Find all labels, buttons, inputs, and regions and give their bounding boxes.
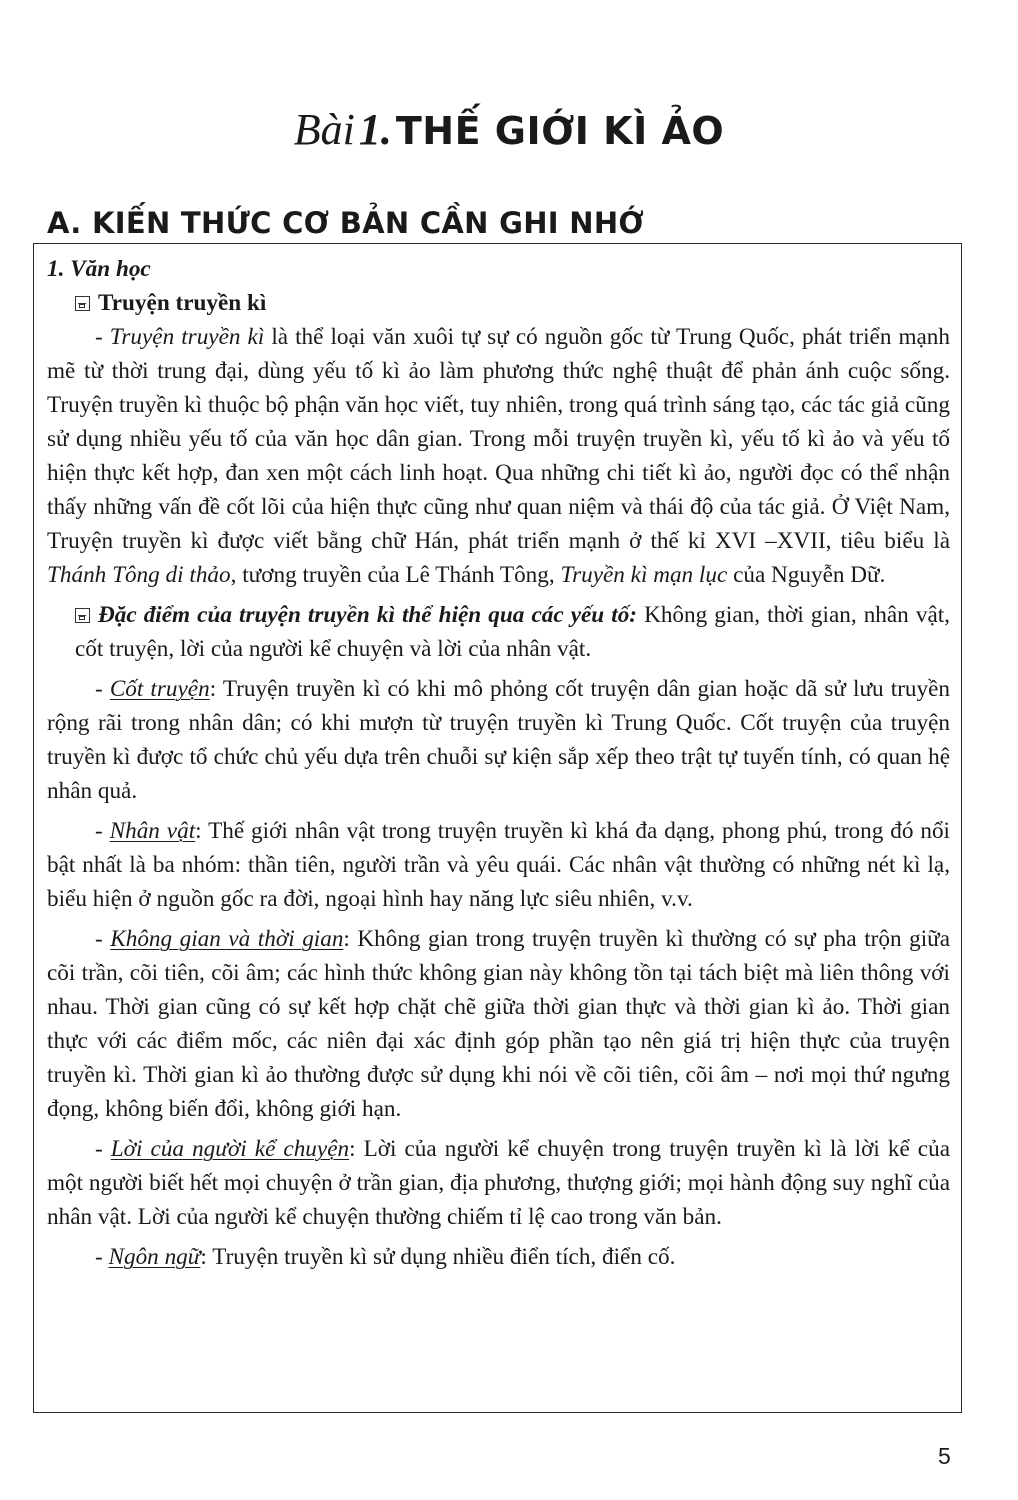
lesson-title	[0, 104, 1018, 155]
body-text	[47, 252, 950, 1274]
item-ngon-ngu: - Ngôn ngữ: Truyện truyền kì sử dụng nhiều điển tích, điển cố.	[95, 1244, 676, 1270]
block1-heading: Truyện truyền kì	[47, 286, 950, 320]
item-nhan-vat: - Nhân vật: Thế giới nhân vật trong truyện truyền kì khá đa dạng, phong phú, trong đó nổi bật nhất là ba nhóm: thần tiên, người trần và yêu quái. Các nhân vật thường có những nét kì lạ, biểu hiện ở nguồn gốc ra đời, ngoại hình hay năng lực siêu nhiên, v.v.	[47, 818, 950, 912]
subsection-heading: 1. Văn học	[47, 256, 151, 282]
lesson-name: THẾ GIỚI KÌ ẢO	[395, 109, 725, 153]
item-cot-truyen: - Cốt truyện: Truyện truyền kì có khi mô phỏng cốt truyện dân gian hoặc dã sử lưu truyền rộng rãi trong nhân dân; có khi mượn từ truyện truyền kì Trung Quốc. Cốt truyện của truyện truyền kì được tổ chức chủ yếu dựa trên chuỗi sự kiện sắp xếp theo trật tự tuyến tính, có quan hệ nhân quả.	[47, 676, 950, 804]
disk-icon	[75, 296, 90, 311]
page-number: 5	[938, 1443, 951, 1469]
lesson-number: 1.	[358, 105, 392, 154]
block2-heading: Đặc điểm của truyện truyền kì thể hiện qua các yếu tố: Không gian, thời gian, nhân vật, cốt truyện, lời của người kể chuyện và lời của nhân vật.	[75, 602, 950, 662]
item-loi-nguoi-ke-chuyen: - Lời của người kể chuyện: Lời của người kể chuyện trong truyện truyền kì là lời kể của một người biết hết mọi chuyện ở trần gian, địa phương, thượng giới; mọi hành động suy nghĩ của nhân vật. Lời của người kể chuyện thường chiếm tỉ lệ cao trong văn bản.	[47, 1136, 950, 1230]
block1-paragraph: - Truyện truyền kì là thể loại văn xuôi tự sự có nguồn gốc từ Trung Quốc, phát triển mạnh mẽ từ thời trung đại, dùng yếu tố kì ảo làm phương thức nghệ thuật để phản ánh cuộc sống. Truyện truyền kì thuộc bộ phận văn học viết, tuy nhiên, trong quá trình sáng tạo, các tác giả cũng sử dụng nhiều yếu tố của văn học dân gian. Trong mỗi truyện truyền kì, yếu tố kì ảo và yếu tố hiện thực kết hợp, đan xen một cách linh hoạt. Qua những chi tiết kì ảo, người đọc có thể nhận thấy những vấn đề cốt lõi của hiện thực cũng như quan niệm và thái độ của tác giả. Ở Việt Nam, Truyện truyền kì được viết bằng chữ Hán, phát triển mạnh ở thế kỉ XVI –XVII, tiêu biểu là Thánh Tông di thảo, tương truyền của Lê Thánh Tông, Truyền kì mạn lục của Nguyễn Dữ.	[47, 324, 950, 588]
item-khong-gian-thoi-gian: - Không gian và thời gian: Không gian trong truyện truyền kì thường có sự pha trộn giữa cõi trần, cõi tiên, cõi âm; các hình thức không gian này không tồn tại tách biệt mà liên thông với nhau. Thời gian cũng có sự kết hợp chặt chẽ giữa thời gian thực và thời gian kì ảo. Thời gian thực với các điểm mốc, các niên đại xác định góp phần tạo nên giá trị hiện thực của truyện truyền kì. Thời gian kì ảo thường được sử dụng khi nói về cõi tiên, cõi âm – nơi mọi thứ ngưng đọng, không biến đổi, không giới hạn.	[47, 926, 950, 1122]
disk-icon	[75, 608, 90, 623]
section-heading: A. KIẾN THỨC CƠ BẢN CẦN GHI NHỚ	[47, 206, 645, 240]
lesson-label: Bài	[293, 105, 355, 154]
